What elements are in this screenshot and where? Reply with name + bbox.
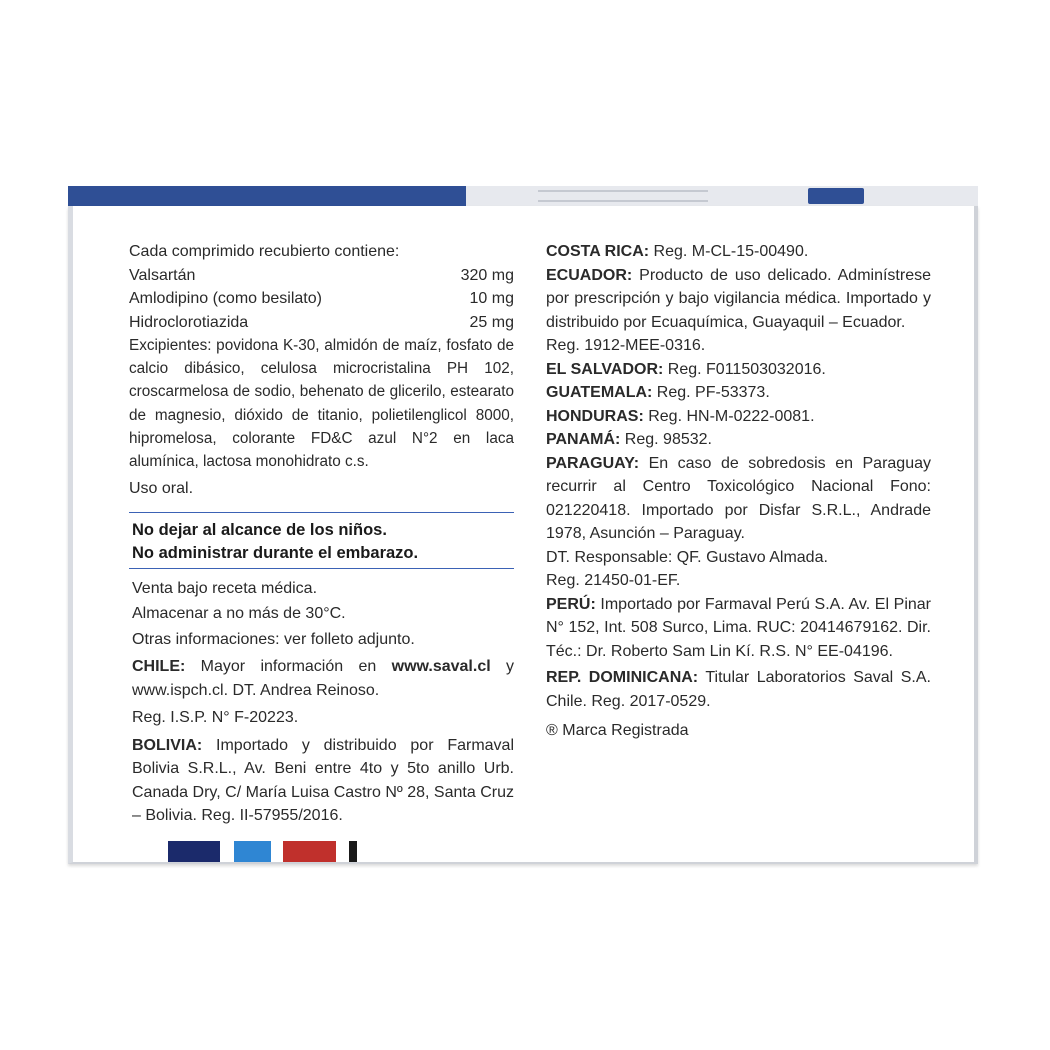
ingredient-name: Hidroclorotiazida — [129, 313, 249, 331]
country-label: HONDURAS: — [546, 407, 644, 425]
box-top-flap — [68, 186, 978, 207]
box-back-panel — [68, 206, 978, 864]
chile-info — [132, 655, 514, 702]
guatemala-text: Reg. PF-53373. — [652, 384, 770, 401]
honduras-text: Reg. HN-M-0222-0081. — [643, 407, 815, 425]
country-label: PERÚ: — [546, 595, 596, 613]
ingredient-row — [129, 311, 514, 335]
bolivia-text: Importado y distribuido por Farmaval Bolivia S.R.L., Av. Beni entre 4to y 5to anillo Urb. Canada Dry, C/ María Luisa Castro Nº 28, Santa Cruz – Bolivia. Reg. II-57955/2016. — [132, 736, 514, 825]
ingredient-name: Valsartán — [129, 266, 196, 284]
chile-text-2: y www.ispch.cl. DT. Andrea Reinoso. — [132, 658, 514, 699]
top-flap-blue-band — [68, 186, 466, 206]
saval-website: www.saval.cl — [391, 658, 491, 676]
right-column — [546, 240, 931, 743]
top-flap-print — [538, 190, 708, 202]
costa-rica-info — [546, 240, 931, 264]
peru-info — [546, 593, 931, 664]
paraguay-text: En caso de sobredosis en Paraguay recurrir al Centro Toxicológico Nacional Fono: 021220418. Importado por Disfar S.R.L., Andrade 1978, Asunción – Paraguay. — [546, 454, 931, 542]
composition-intro: Cada comprimido recubierto contiene: — [129, 243, 400, 260]
ecuador-info — [546, 264, 931, 335]
dominicana-info — [546, 666, 931, 713]
ingredient-dose: 10 mg — [469, 290, 514, 307]
ingredient-dose: 25 mg — [469, 313, 514, 331]
warning-children: No dejar al alcance de los niños. — [132, 520, 387, 539]
paraguay-registration: Reg. 21450-01-EF. — [546, 572, 681, 589]
paraguay-info — [546, 452, 931, 546]
warning-pregnancy: No administrar durante el embarazo. — [132, 543, 419, 562]
country-label: EL SALVADOR: — [546, 360, 664, 378]
excipients-text: Excipientes: povidona K-30, almidón de maíz, fosfato de calcio dibásico, celulosa microcristalina PH 102, croscarmelosa de sodio, behenato de glicerilo, estearato de magnesio, dióxido de titanio, polietilenglicol 8000, hipromelosa, colorante FD&C azul N°2 en laca alumínica, lactosa monohidrato c.s. — [129, 337, 514, 471]
swatch-red — [283, 841, 336, 862]
country-label: BOLIVIA: — [132, 736, 203, 754]
ecuador-text: Producto de uso delicado. Adminístrese por prescripción y bajo vigilancia médica. Importado y distribuido por Ecuaquímica, Guayaquil – Ecuador. — [546, 266, 931, 331]
storage-condition: Almacenar a no más de 30°C. — [132, 605, 346, 623]
honduras-info — [546, 405, 931, 429]
panama-text: Reg. 98532. — [620, 431, 712, 448]
chile-registration: Reg. I.S.P. N° F-20223. — [132, 709, 299, 727]
ingredient-dose: 320 mg — [460, 266, 514, 284]
other-info: Otras informaciones: ver folleto adjunto. — [132, 630, 415, 648]
country-label: COSTA RICA: — [546, 243, 650, 260]
chile-text: Mayor información en — [185, 658, 392, 676]
swatch-blue — [234, 841, 271, 862]
brand-logo-mark — [808, 188, 864, 204]
ingredient-row — [129, 264, 514, 288]
costa-rica-text: Reg. M-CL-15-00490. — [649, 243, 809, 260]
sale-condition: Venta bajo receta médica. — [132, 579, 318, 597]
swatch-black — [349, 841, 357, 862]
package-box — [68, 186, 978, 866]
country-label: REP. DOMINICANA: — [546, 669, 699, 686]
el-salvador-text: Reg. F011503032016. — [663, 360, 826, 378]
ingredient-name: Amlodipino (como besilato) — [129, 290, 322, 307]
country-label: CHILE: — [132, 658, 186, 676]
warning-box — [129, 512, 514, 569]
country-label: PARAGUAY: — [546, 454, 640, 472]
bolivia-info — [132, 734, 514, 828]
swatch-navy — [168, 841, 220, 862]
country-label: GUATEMALA: — [546, 384, 653, 401]
ingredient-row — [129, 287, 514, 311]
paraguay-dt: DT. Responsable: QF. Gustavo Almada. — [546, 548, 828, 566]
ecuador-registration: Reg. 1912-MEE-0316. — [546, 337, 706, 354]
el-salvador-info — [546, 358, 931, 382]
left-column — [129, 240, 514, 828]
peru-text: Importado por Farmaval Perú S.A. Av. El Pinar N° 152, Int. 508 Surco, Lima. RUC: 20414679162. Dir. Téc.: Dr. Roberto Sam Lin Kí. R.S. N° EE-04196. — [546, 595, 931, 660]
dominicana-text: Titular Laboratorios Saval S.A. Chile. Reg. 2017-0529. — [546, 669, 931, 710]
panama-info — [546, 428, 931, 452]
country-label: PANAMÁ: — [546, 431, 621, 448]
route-text: Uso oral. — [129, 480, 194, 498]
trademark-note: ® Marca Registrada — [546, 722, 689, 739]
guatemala-info — [546, 381, 931, 405]
country-label: ECUADOR: — [546, 266, 633, 284]
